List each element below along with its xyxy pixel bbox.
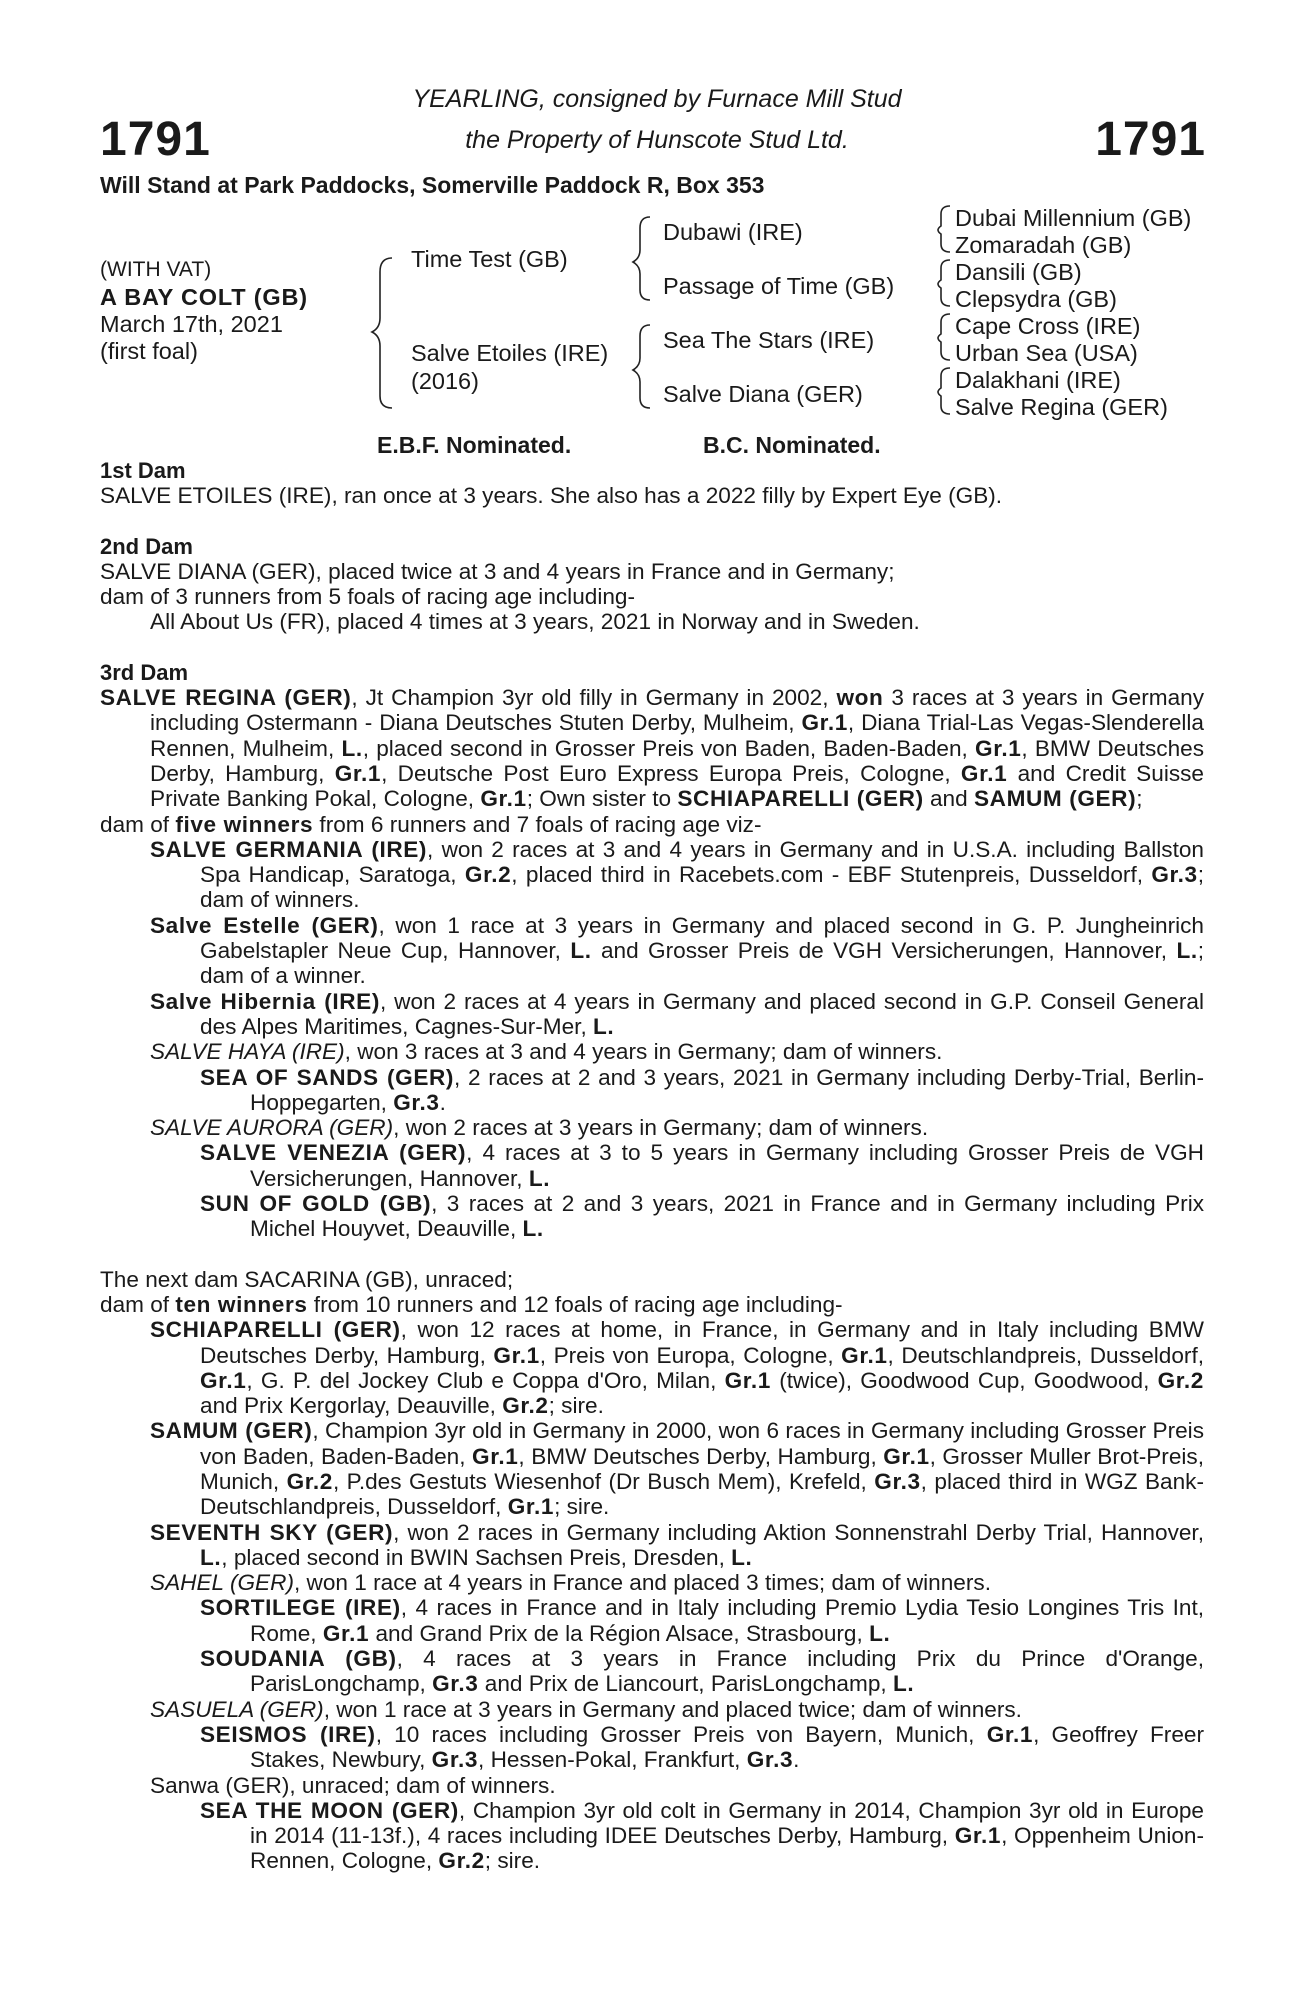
produce-entry: SASUELA (GER), won 1 race at 3 years in Germany and placed twice; dam of winners. bbox=[150, 1696, 1022, 1722]
second-dam-line2: dam of 3 runners from 5 foals of racing age including- bbox=[100, 584, 636, 610]
first-dam-heading: 1st Dam bbox=[100, 458, 186, 483]
dam-year: (2016) bbox=[411, 368, 479, 394]
ebf-nominated: E.B.F. Nominated. bbox=[377, 432, 572, 458]
brace-dd bbox=[938, 368, 950, 414]
brace-ds-left bbox=[643, 330, 651, 358]
third-dam-produce-summary: dam of five winners from 6 runners and 7 foals of racing age viz- bbox=[100, 811, 762, 837]
dam-dam-sire: Dalakhani (IRE) bbox=[955, 367, 1121, 393]
brace-lot bbox=[372, 258, 392, 408]
lot-number-right: 1791 bbox=[1095, 113, 1206, 166]
brace-sire bbox=[633, 217, 650, 300]
lot-number-left: 1791 bbox=[100, 113, 211, 166]
brace-sd bbox=[938, 260, 950, 306]
brace-ss bbox=[938, 206, 950, 252]
produce-sub-entry: SEISMOS (IRE), 10 races including Grosser Preis von Bayern, Munich, Gr.1, Geoffrey Freer Stakes, Newbury, Gr.3, Hessen-Pokal, Frankfurt, Gr.3. bbox=[200, 1721, 1204, 1773]
sire-dam: Passage of Time (GB) bbox=[663, 273, 895, 299]
dam-dam-dam: Salve Regina (GER) bbox=[955, 394, 1168, 420]
lot-name: A BAY COLT (GB) bbox=[100, 284, 308, 310]
produce-entry: SALVE GERMANIA (IRE), won 2 races at 3 and 4 years in Germany and in U.S.A. including Ballston Spa Handicap, Saratoga, Gr.2, placed third in Racebets.com - EBF Stutenpreis, Dusseldorf, Gr.3; dam of winners. bbox=[150, 836, 1204, 913]
sire-dam-sire: Dansili (GB) bbox=[955, 259, 1082, 285]
produce-sub-entry: SEA THE MOON (GER), Champion 3yr old colt in Germany in 2014, Champion 3yr old in Europe in 2014 (11-13f.), 4 races including IDEE Deutsches Derby, Hamburg, Gr.1, Oppenheim Union-Rennen, Cologne, Gr.2; sire. bbox=[200, 1797, 1205, 1874]
dam-sire-dam: Urban Sea (USA) bbox=[955, 340, 1138, 366]
third-dam-heading: 3rd Dam bbox=[100, 659, 189, 685]
produce-sub-entry: SALVE VENEZIA (GER), 4 races at 3 to 5 years in Germany including Grosser Preis de VGH Versicherungen, Hannover, L. bbox=[200, 1140, 1204, 1191]
produce-entry: SCHIAPARELLI (GER), won 12 races at home, in France, in Germany and in Italy including BMW Deutsches Derby, Hamburg, Gr.1, Preis von Europa, Cologne, Gr.1, Deutschlandpreis, Dusseldorf, Gr.1, G. P. del Jockey Club e Coppa d'Oro, Milan, Gr.1 (twice), Goodwood Cup, Goodwood, Gr.2 and Prix Kergorlay, Deauville, Gr.2; sire. bbox=[150, 1317, 1204, 1419]
foal-note: (first foal) bbox=[100, 338, 198, 364]
vat-note: (WITH VAT) bbox=[100, 258, 212, 281]
catalogue-body bbox=[100, 458, 1204, 1874]
next-dam-produce-summary: dam of ten winners from 10 runners and 12 foals of racing age including- bbox=[100, 1291, 843, 1317]
second-dam-produce: All About Us (FR), placed 4 times at 3 years, 2021 in Norway and in Sweden. bbox=[150, 609, 920, 635]
next-dam-line: The next dam SACARINA (GB), unraced; bbox=[100, 1266, 514, 1292]
sire-sire: Dubawi (IRE) bbox=[663, 219, 803, 245]
bc-nominated: B.C. Nominated. bbox=[703, 432, 881, 458]
sire: Time Test (GB) bbox=[411, 246, 568, 272]
brace-dam bbox=[633, 325, 650, 408]
produce-entry: SAHEL (GER), won 1 race at 4 years in France and placed 3 times; dam of winners. bbox=[150, 1570, 991, 1596]
produce-entry: Salve Estelle (GER), won 1 race at 3 years in Germany and placed second in G. P. Jungheinrich Gabelstapler Neue Cup, Hannover, L. and Grosser Preis de VGH Versicherungen, Hannover, L.; dam of a winner. bbox=[150, 912, 1204, 989]
produce-sub-entry: SOUDANIA (GB), 4 races at 3 years in France including Prix du Prince d'Orange, ParisLongchamp, Gr.3 and Prix de Liancourt, ParisLongchamp, L. bbox=[200, 1646, 1205, 1697]
produce-entry: SALVE HAYA (IRE), won 3 races at 3 and 4 years in Germany; dam of winners. bbox=[150, 1039, 943, 1065]
produce-sub-entry: SUN OF GOLD (GB), 3 races at 2 and 3 years, 2021 in France and in Germany including Prix Michel Houyvet, Deauville, L. bbox=[200, 1191, 1205, 1242]
dam: Salve Etoiles (IRE) bbox=[411, 340, 609, 366]
third-dam-record: SALVE REGINA (GER), Jt Champion 3yr old filly in Germany in 2002, won 3 races at 3 years in Germany including Ostermann - Diana Deutsches Stuten Derby, Mulheim, Gr.1, Diana Trial-Las Vegas-Slenderella Rennen, Mulheim, L., placed second in Grosser Preis von Baden, Baden-Baden, Gr.1, BMW Deutsches Derby, Hamburg, Gr.1, Deutsche Post Euro Express Europa Preis, Cologne, Gr.1 and Credit Suisse Private Banking Pokal, Cologne, Gr.1; Own sister to SCHIAPARELLI (GER) and SAMUM (GER); bbox=[100, 685, 1205, 812]
dam-sire: Sea The Stars (IRE) bbox=[663, 327, 875, 353]
stand-location: Will Stand at Park Paddocks, Somerville Paddock R, Box 353 bbox=[100, 172, 765, 198]
consignor-line: YEARLING, consigned by Furnace Mill Stud bbox=[412, 85, 902, 113]
dam-dam: Salve Diana (GER) bbox=[663, 381, 863, 407]
date-of-birth: March 17th, 2021 bbox=[100, 311, 283, 337]
produce-sub-entry: SEA OF SANDS (GER), 2 races at 2 and 3 years, 2021 in Germany including Derby-Trial, Berlin-Hoppegarten, Gr.3. bbox=[200, 1064, 1204, 1115]
first-dam-text: SALVE ETOILES (IRE), ran once at 3 years. She also has a 2022 filly by Expert Eye (GB). bbox=[100, 483, 1003, 509]
produce-entry: Sanwa (GER), unraced; dam of winners. bbox=[150, 1772, 556, 1798]
dam-sire-sire: Cape Cross (IRE) bbox=[955, 313, 1141, 339]
sire-sire-sire: Dubai Millennium (GB) bbox=[955, 205, 1192, 231]
second-dam-heading: 2nd Dam bbox=[100, 533, 193, 559]
second-dam-line1: SALVE DIANA (GER), placed twice at 3 and 4 years in France and in Germany; bbox=[100, 558, 895, 584]
produce-sub-entry: SORTILEGE (IRE), 4 races in France and in Italy including Premio Lydia Tesio Longines Tris Int, Rome, Gr.1 and Grand Prix de la Région Alsace, Strasbourg, L. bbox=[200, 1595, 1204, 1646]
property-line: the Property of Hunscote Stud Ltd. bbox=[465, 126, 849, 154]
produce-entry: Salve Hibernia (IRE), won 2 races at 4 years in Germany and placed second in G.P. Conseil General des Alpes Maritimes, Cagnes-Sur-Mer, L. bbox=[150, 988, 1204, 1039]
sire-dam-dam: Clepsydra (GB) bbox=[955, 286, 1117, 312]
produce-entry: SEVENTH SKY (GER), won 2 races in Germany including Aktion Sonnenstrahl Derby Trial, Hannover, L., placed second in BWIN Sachsen Preis, Dresden, L. bbox=[150, 1519, 1204, 1570]
sire-sire-dam: Zomaradah (GB) bbox=[955, 232, 1132, 258]
brace-ds bbox=[938, 314, 950, 360]
produce-entry: SALVE AURORA (GER), won 2 races at 3 years in Germany; dam of winners. bbox=[150, 1115, 929, 1141]
produce-entry: SAMUM (GER), Champion 3yr old in Germany in 2000, won 6 races in Germany including Grosser Preis von Baden, Baden-Baden, Gr.1, BMW Deutsches Derby, Hamburg, Gr.1, Grosser Muller Brot-Preis, Munich, Gr.2, P.des Gestuts Wiesenhof (Dr Busch Mem), Krefeld, Gr.3, placed third in WGZ Bank-Deutschlandpreis, Dusseldorf, Gr.1; sire. bbox=[150, 1418, 1204, 1520]
